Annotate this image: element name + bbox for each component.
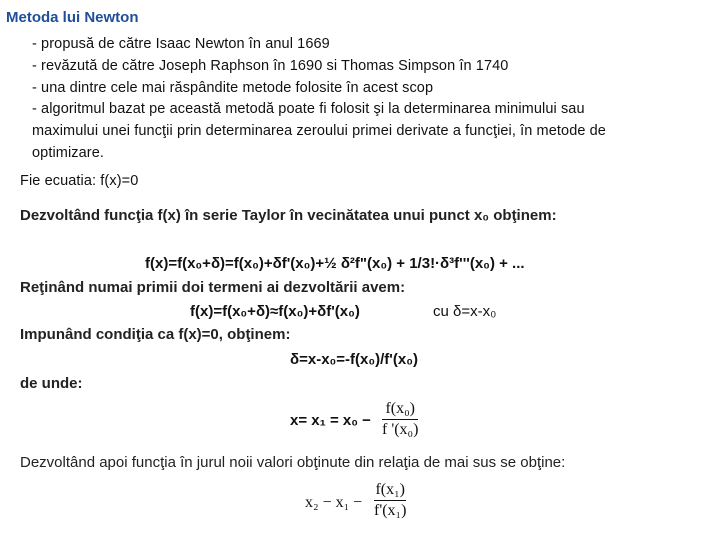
bullet-2: - revăzută de către Joseph Raphson în 1690 si Thomas Simpson în 1740	[32, 58, 509, 74]
bullet-3: - una dintre cele mai răspândite metode folosite în acest scop	[32, 80, 434, 96]
x2-numerator: f(x₁)	[375, 481, 405, 498]
retain-text: Reţinând numai primii doi termeni ai dezvoltării avem:	[20, 279, 406, 296]
x1-lhs: x= x₁ = x₀ −	[290, 412, 371, 429]
fraction-bar	[374, 500, 406, 501]
approx-formula: f(x)=f(x₀+δ)≈f(x₀)+δf'(x₀)	[190, 303, 360, 320]
bullet-1: - propusă de către Isaac Newton în anul 1669	[32, 36, 330, 52]
taylor-formula: f(x)=f(x₀+δ)=f(x₀)+δf'(x₀)+½ δ²f"(x₀) + 1/3!·δ³f'''(x₀) + ...	[145, 255, 525, 272]
taylor-intro: Dezvoltând funcţia f(x) în serie Taylor în vecinătatea unui punct x₀ obţinem:	[20, 207, 557, 224]
whence-text: de unde:	[20, 375, 83, 392]
fraction-bar	[382, 419, 418, 420]
bullet-4-end: optimizare.	[32, 145, 105, 161]
bullet-4: - algoritmul bazat pe această metodă poate fi folosit şi la determinarea minimului sau	[32, 101, 585, 117]
x2-denominator: f'(x₁)	[374, 502, 407, 519]
x2-lhs: x₂ − x₁ −	[305, 494, 363, 511]
condition-text: Impunând condiţia ca f(x)=0, obţinem:	[20, 326, 291, 343]
delta-definition: cu δ=x-x₀	[433, 303, 497, 320]
x2-fraction	[374, 481, 406, 520]
next-text: Dezvoltând apoi funcţia în jurul noii valori obţinute din relaţia de mai sus se obţine:	[20, 454, 566, 471]
delta-result: δ=x-x₀=-f(x₀)/f'(x₀)	[290, 351, 418, 368]
equation-line: Fie ecuatia: f(x)=0	[20, 173, 139, 189]
x1-fraction	[382, 400, 418, 439]
bullet-4-cont: maximului unei funcţii prin determinarea zeroului primei derivate a funcţiei, în metode de	[32, 123, 606, 139]
page-title: Metoda lui Newton	[6, 9, 139, 26]
x1-numerator: f(x₀)	[385, 400, 415, 417]
x1-denominator: f '(x₀)	[382, 421, 419, 438]
